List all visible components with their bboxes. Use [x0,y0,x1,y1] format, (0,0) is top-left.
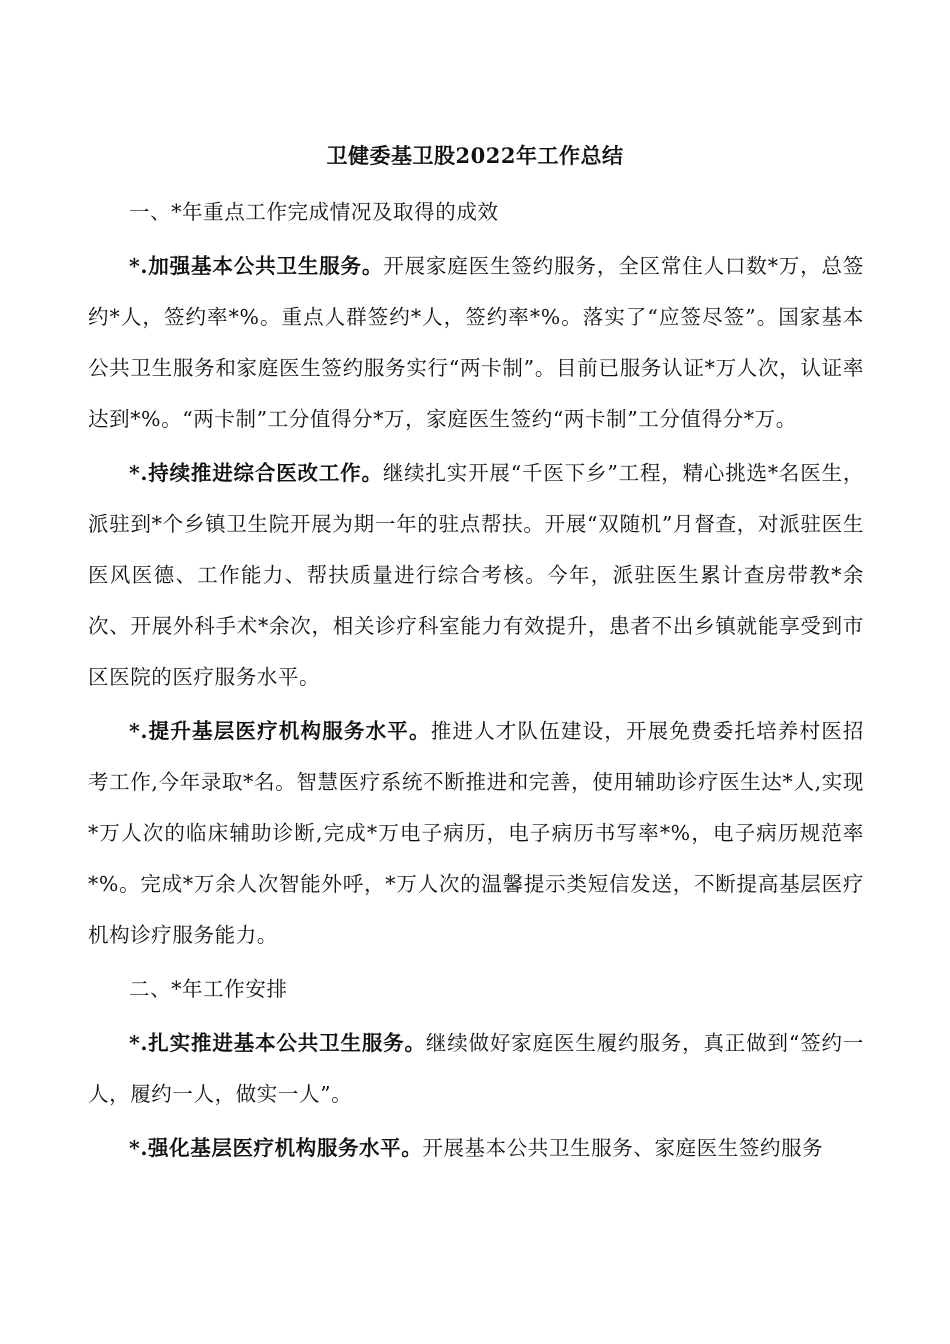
paragraph-lead: *.持续推进综合医改工作。 [129,461,383,485]
paragraph-1-2 [88,448,864,703]
section-heading-2: 二、*年工作安排 [129,977,288,1001]
document-title: 卫健委基卫股2022年工作总结 [326,143,624,168]
paragraph-text: 继续做好家庭医生履约服务，真正做到“签约一人，履约一人，做实一人”。 [88,1031,864,1106]
paragraph-text: 继续扎实开展“千医下乡”工程，精心挑选*名医生，派驻到*个乡镇卫生院开展为期一年的驻点帮扶。开展“双随机”月督查，对派驻医生医风医德、工作能力、帮扶质量进行综合考核。今年，派驻医生累计查房带教*余次、开展外科手术*余次，相关诊疗科室能力有效提升，患者不出乡镇就能享受到市区医院的医疗服务水平。 [88,461,864,689]
paragraph-lead: *.强化基层医疗机构服务水平。 [129,1136,423,1160]
paragraph-1-3 [88,706,864,961]
paragraph-lead: *.加强基本公共卫生服务。 [129,254,384,278]
section-heading-1: 一、*年重点工作完成情况及取得的成效 [129,200,499,224]
paragraph-text: 开展基本公共卫生服务、家庭医生签约服务 [422,1136,824,1160]
paragraph-lead: *.提升基层医疗机构服务水平。 [129,719,431,743]
paragraph-2-1 [88,1018,864,1120]
paragraph-lead: *.扎实推进基本公共卫生服务。 [129,1031,426,1055]
document-body [88,187,864,1177]
paragraph-2-2 [88,1123,864,1174]
paragraph-1-1 [88,241,864,445]
paragraph-text: 开展家庭医生签约服务，全区常住人口数*万，总签约*人，签约率*%。重点人群签约*人，签约率*%。落实了“应签尽签”。国家基本公共卫生服务和家庭医生签约服务实行“两卡制”。目前已服务认证*万人次，认证率达到*%。“两卡制”工分值得分*万，家庭医生签约“两卡制”工分值得分*万。 [88,254,864,431]
paragraph-text: 推进人才队伍建设，开展免费委托培养村医招考工作,今年录取*名。智慧医疗系统不断推进和完善，使用辅助诊疗医生达*人,实现*万人次的临床辅助诊断,完成*万电子病历，电子病历书写率*%，电子病历规范率*%。完成*万余人次智能外呼，*万人次的温馨提示类短信发送，不断提高基层医疗机构诊疗服务能力。 [88,719,865,947]
